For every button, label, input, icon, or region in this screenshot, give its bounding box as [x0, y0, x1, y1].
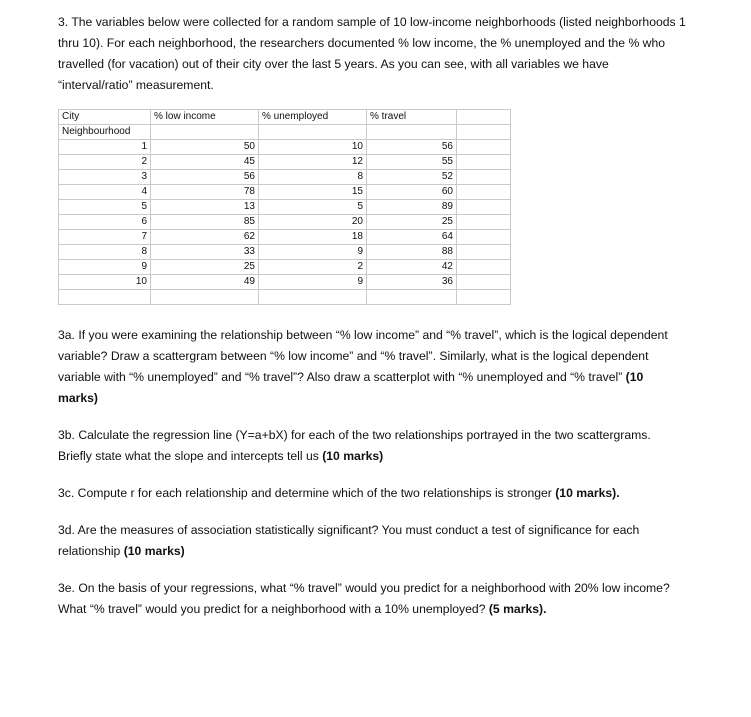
cell-neighbourhood: 1: [59, 140, 151, 155]
empty-cell: [457, 155, 511, 170]
empty-cell: [457, 230, 511, 245]
cell-low-income: 50: [151, 140, 259, 155]
cell-travel: 52: [367, 170, 457, 185]
question-3a-marks: (10 marks): [58, 370, 644, 405]
cell-travel: 42: [367, 260, 457, 275]
table-header-row: [59, 110, 511, 125]
cell-low-income: 49: [151, 275, 259, 290]
cell-travel: 56: [367, 140, 457, 155]
intro-paragraph: 3. The variables below were collected for a random sample of 10 low-income neighborhoods (listed neighborhoods 1 thru 10). For each neighborhood, the researchers documented % low income, the % unemployed and the % who travelled (for vacation) out of their city over the last 5 years. As you can see, with all variables we have “interval/ratio” measurement.: [58, 15, 686, 92]
cell-travel: 60: [367, 185, 457, 200]
question-3a: [58, 325, 686, 409]
question-3b-text: 3b. Calculate the regression line (Y=a+bX) for each of the two relationships portrayed in the two scattergrams. Briefly state what the slope and intercepts tell us: [58, 428, 651, 463]
cell-neighbourhood: 9: [59, 260, 151, 275]
cell-neighbourhood: 4: [59, 185, 151, 200]
cell-low-income: 13: [151, 200, 259, 215]
cell-low-income: 78: [151, 185, 259, 200]
empty-cell: [457, 170, 511, 185]
empty-cell: [59, 290, 151, 305]
empty-cell: [457, 260, 511, 275]
empty-cell: [457, 125, 511, 140]
table-row: [59, 200, 511, 215]
cell-neighbourhood: 2: [59, 155, 151, 170]
header-city: City: [59, 110, 151, 125]
table-empty-row: [59, 290, 511, 305]
cell-travel: 88: [367, 245, 457, 260]
header-unemployed: % unemployed: [259, 110, 367, 125]
data-table-wrapper: [58, 109, 686, 305]
empty-cell: [151, 125, 259, 140]
cell-neighbourhood: 6: [59, 215, 151, 230]
cell-neighbourhood: 5: [59, 200, 151, 215]
table-row: [59, 170, 511, 185]
header-low-income: % low income: [151, 110, 259, 125]
question-3d-marks: (10 marks): [123, 544, 185, 558]
cell-travel: 36: [367, 275, 457, 290]
question-3d-text: 3d. Are the measures of association statistically significant? You must conduct a test of significance for each relationship: [58, 523, 640, 558]
question-3b: [58, 425, 686, 467]
question-3d: [58, 520, 686, 562]
cell-unemployed: 10: [259, 140, 367, 155]
data-table: [58, 109, 511, 305]
empty-cell: [367, 290, 457, 305]
empty-cell: [457, 140, 511, 155]
header-travel: % travel: [367, 110, 457, 125]
question-3e-marks: (5 marks).: [488, 602, 547, 616]
cell-low-income: 62: [151, 230, 259, 245]
cell-travel: 64: [367, 230, 457, 245]
empty-cell: [457, 275, 511, 290]
cell-neighbourhood: 3: [59, 170, 151, 185]
cell-neighbourhood: 10: [59, 275, 151, 290]
cell-travel: 25: [367, 215, 457, 230]
empty-cell: [367, 125, 457, 140]
empty-cell: [457, 215, 511, 230]
cell-low-income: 45: [151, 155, 259, 170]
empty-cell: [457, 110, 511, 125]
header-neighbourhood: Neighbourhood: [59, 125, 151, 140]
empty-cell: [457, 245, 511, 260]
question-3c-marks: (10 marks).: [555, 486, 620, 500]
data-table-body: [59, 110, 511, 305]
table-row: [59, 155, 511, 170]
empty-cell: [457, 290, 511, 305]
table-subheader-row: [59, 125, 511, 140]
table-row: [59, 140, 511, 155]
table-row: [59, 260, 511, 275]
cell-unemployed: 9: [259, 245, 367, 260]
cell-travel: 55: [367, 155, 457, 170]
cell-unemployed: 8: [259, 170, 367, 185]
cell-low-income: 85: [151, 215, 259, 230]
table-row: [59, 215, 511, 230]
table-row: [59, 275, 511, 290]
cell-unemployed: 20: [259, 215, 367, 230]
table-row: [59, 245, 511, 260]
document-page: [58, 12, 686, 620]
question-3b-marks: (10 marks): [322, 449, 384, 463]
question-3c-text: 3c. Compute r for each relationship and determine which of the two relationships is stronger: [58, 486, 556, 500]
table-row: [59, 185, 511, 200]
cell-unemployed: 9: [259, 275, 367, 290]
cell-unemployed: 18: [259, 230, 367, 245]
cell-low-income: 56: [151, 170, 259, 185]
cell-low-income: 33: [151, 245, 259, 260]
cell-unemployed: 12: [259, 155, 367, 170]
question-3e-text: 3e. On the basis of your regressions, what “% travel” would you predict for a neighborhood with 20% low income? What “% travel” would you predict for a neighborhood with a 10% unemployed?: [58, 581, 670, 616]
cell-neighbourhood: 8: [59, 245, 151, 260]
cell-neighbourhood: 7: [59, 230, 151, 245]
cell-unemployed: 5: [259, 200, 367, 215]
table-row: [59, 230, 511, 245]
question-3a-text: 3a. If you were examining the relationship between “% low income” and “% travel”, which is the logical dependent variable? Draw a scattergram between “% low income” and “% travel”. Similarly, what is the logical dependent variable with “% unemployed” and “% travel”? Also draw a scatterplot with “% unemployed and “% travel”: [58, 328, 668, 384]
cell-unemployed: 2: [259, 260, 367, 275]
question-3e: [58, 578, 686, 620]
cell-unemployed: 15: [259, 185, 367, 200]
empty-cell: [259, 125, 367, 140]
empty-cell: [151, 290, 259, 305]
empty-cell: [457, 185, 511, 200]
empty-cell: [259, 290, 367, 305]
empty-cell: [457, 200, 511, 215]
question-3c: [58, 483, 686, 504]
cell-travel: 89: [367, 200, 457, 215]
cell-low-income: 25: [151, 260, 259, 275]
